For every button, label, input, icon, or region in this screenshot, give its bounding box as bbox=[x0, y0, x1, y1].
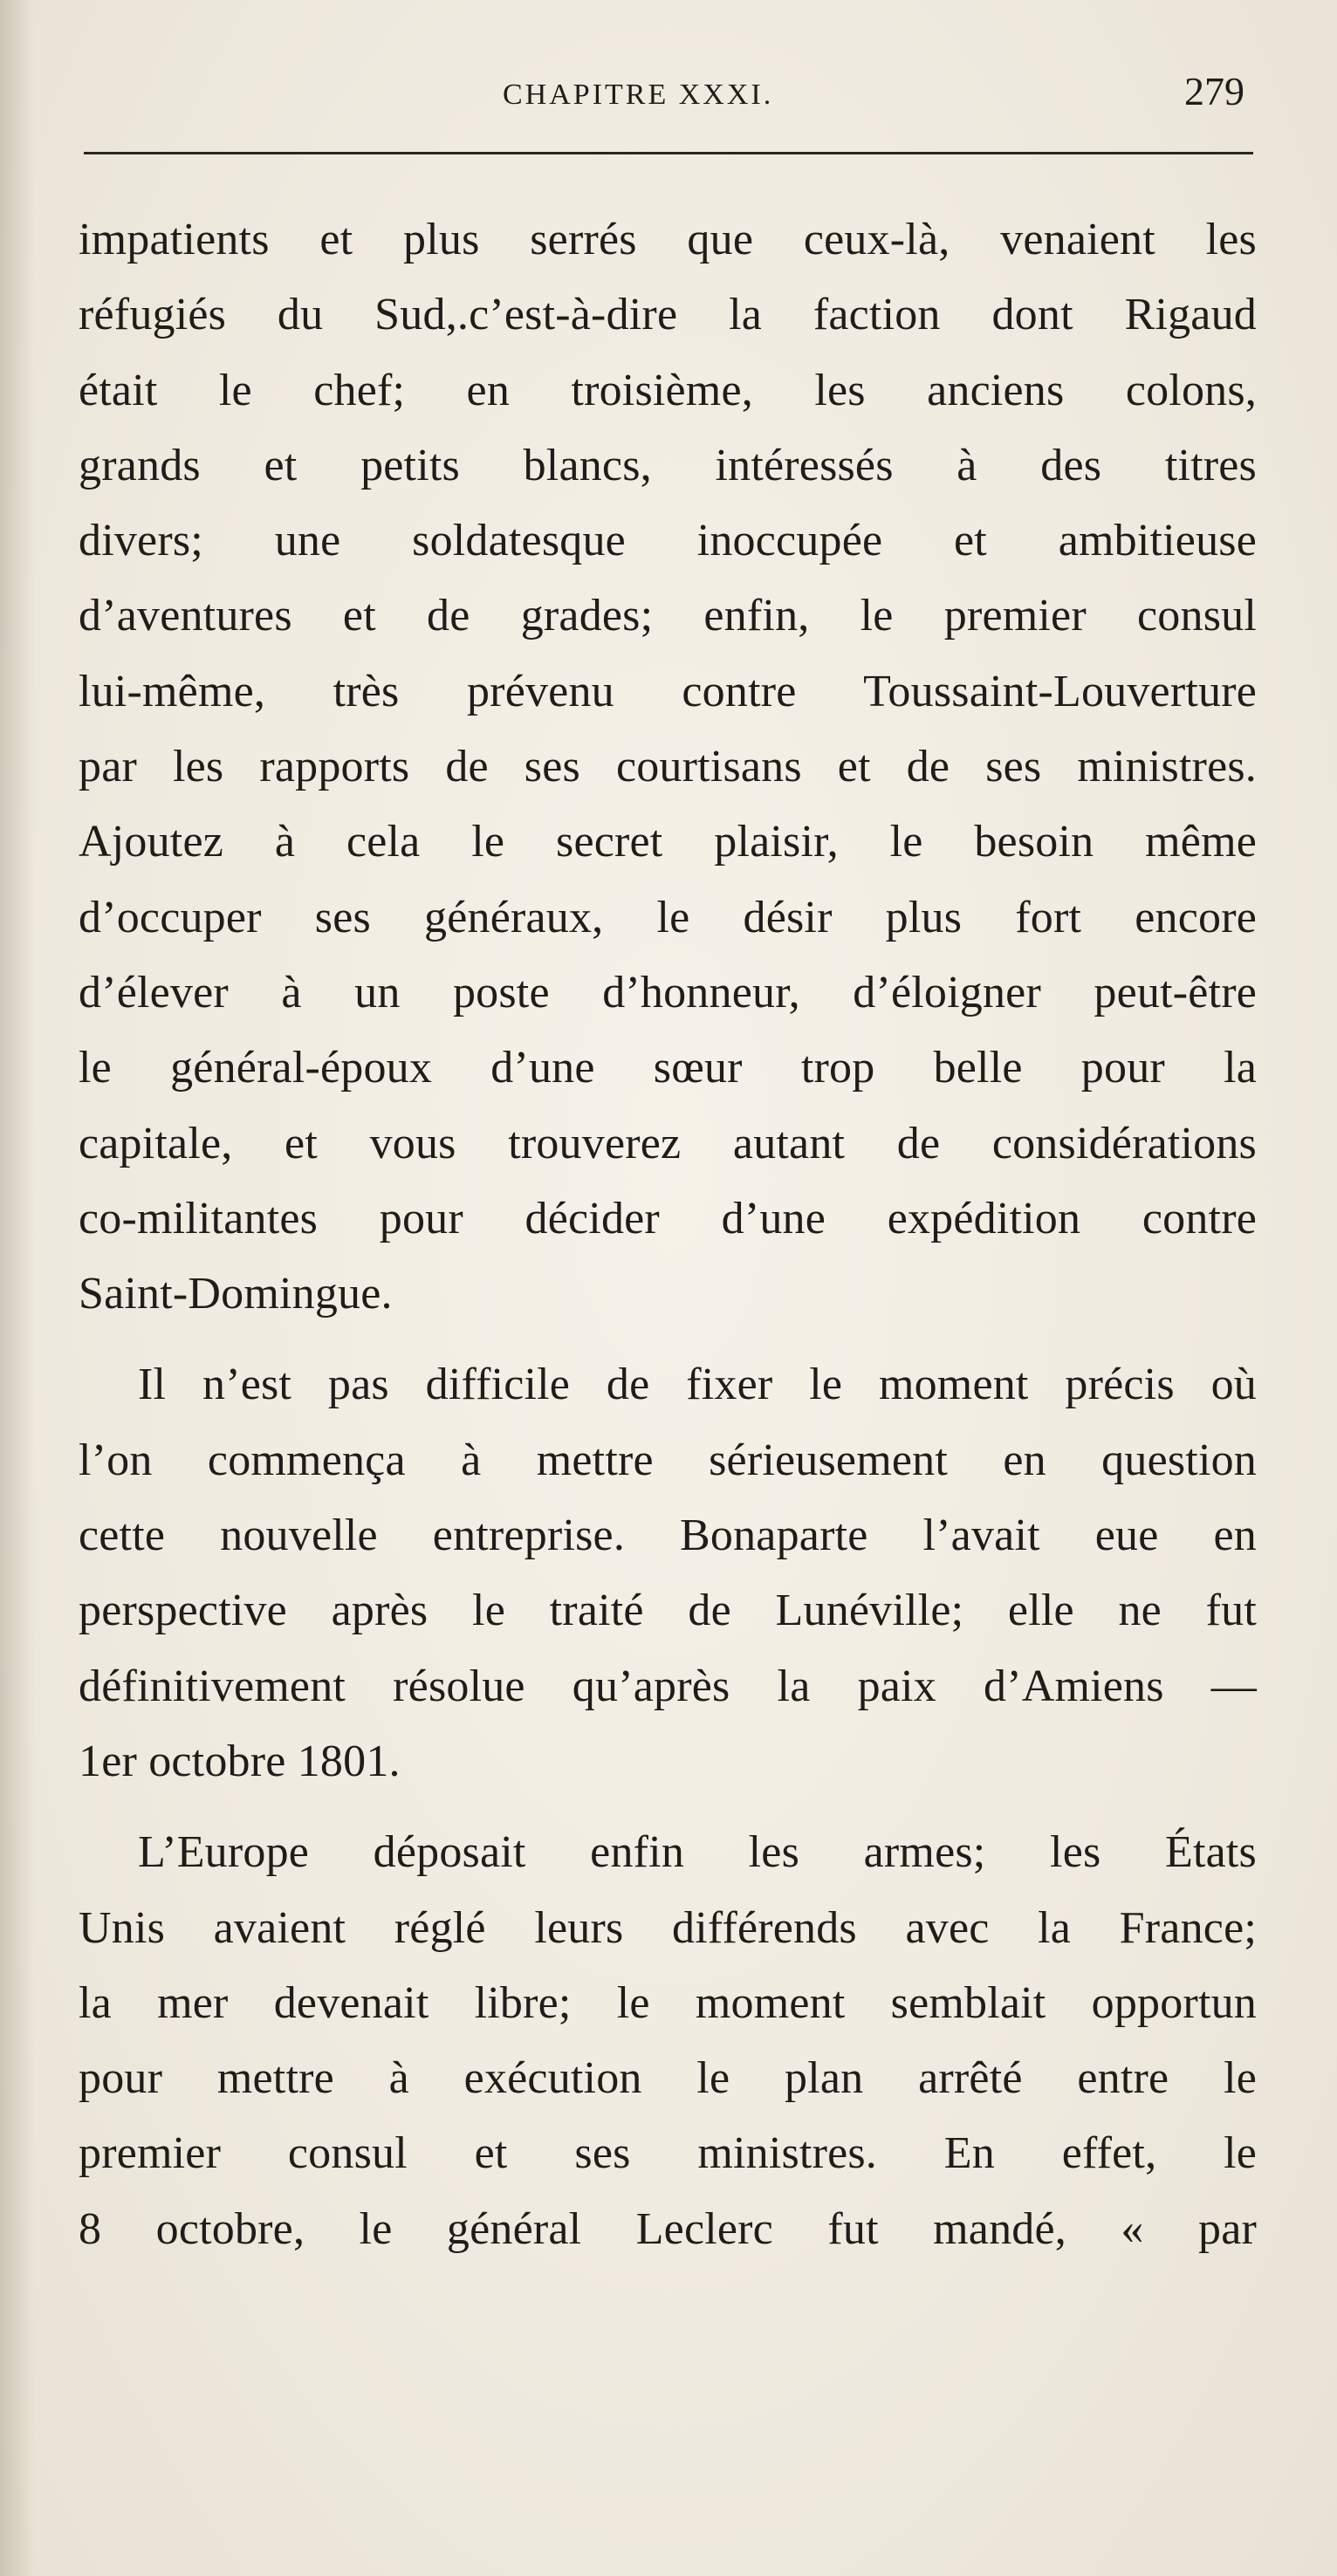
text-line: lui-même, très prévenu contre Toussaint-Louverture bbox=[79, 666, 1257, 716]
text-line: divers; une soldatesque inoccupée et ambitieuse bbox=[79, 516, 1257, 566]
text-line: d’élever à un poste d’honneur, d’éloigner peut-être bbox=[79, 967, 1257, 1017]
text-line: réfugiés du Sud,.c’est-à-dire la faction dont Rigaud bbox=[79, 290, 1257, 340]
text-line: l’on commença à mettre sérieusement en question bbox=[79, 1435, 1257, 1485]
text-line: pour mettre à exécution le plan arrêté entre le bbox=[79, 2053, 1257, 2104]
text-line: impatients et plus serrés que ceux-là, venaient les bbox=[79, 215, 1257, 264]
page-header bbox=[84, 68, 1253, 129]
text-line: la mer devenait libre; le moment semblait opportun bbox=[79, 1977, 1257, 2028]
text-line: Il n’est pas difficile de fixer le moment précis où bbox=[138, 1360, 1257, 1410]
page-number: 279 bbox=[1184, 69, 1244, 113]
paragraph-gap bbox=[79, 1332, 1257, 1347]
paragraph bbox=[79, 202, 1257, 1332]
text-line: par les rapports de ses courtisans et de ses ministres. bbox=[79, 742, 1257, 792]
text-line: Saint-Domingue. bbox=[79, 1269, 393, 1319]
text-line: capitale, et vous trouverez autant de considérations bbox=[79, 1118, 1257, 1168]
paragraph bbox=[79, 1815, 1257, 2267]
text-line: perspective après le traité de Lunéville; elle ne fut bbox=[79, 1586, 1257, 1636]
text-line: le général-époux d’une sœur trop belle pour la bbox=[79, 1043, 1257, 1093]
text-line: définitivement résolue qu’après la paix d’Amiens — bbox=[79, 1661, 1257, 1711]
text-line: Unis avaient réglé leurs différends avec la France; bbox=[79, 1902, 1257, 1953]
text-line: était le chef; en troisième, les anciens colons, bbox=[79, 365, 1257, 415]
text-line: cette nouvelle entreprise. Bonaparte l’avait eue en bbox=[79, 1511, 1257, 1561]
text-line: co-militantes pour décider d’une expédition contre bbox=[79, 1193, 1257, 1243]
text-line: Ajoutez à cela le secret plaisir, le besoin même bbox=[79, 817, 1257, 867]
text-line: d’aventures et de grades; enfin, le premier consul bbox=[79, 591, 1257, 641]
paragraph-gap bbox=[79, 1799, 1257, 1815]
header-rule bbox=[84, 152, 1253, 154]
running-title: CHAPITRE XXXI. bbox=[503, 79, 774, 111]
text-line: d’occuper ses généraux, le désir plus fort encore bbox=[79, 892, 1257, 942]
text-line: premier consul et ses ministres. En effet, le bbox=[79, 2128, 1257, 2179]
body-text bbox=[79, 202, 1257, 2267]
text-line: 1er octobre 1801. bbox=[79, 1736, 401, 1786]
page-gutter-shadow bbox=[0, 0, 35, 2576]
paragraph bbox=[79, 1347, 1257, 1799]
text-line: 8 octobre, le général Leclerc fut mandé, « par bbox=[79, 2203, 1257, 2254]
text-line: grands et petits blancs, intéressés à des titres bbox=[79, 440, 1257, 490]
text-line: L’Europe déposait enfin les armes; les États bbox=[138, 1827, 1257, 1878]
